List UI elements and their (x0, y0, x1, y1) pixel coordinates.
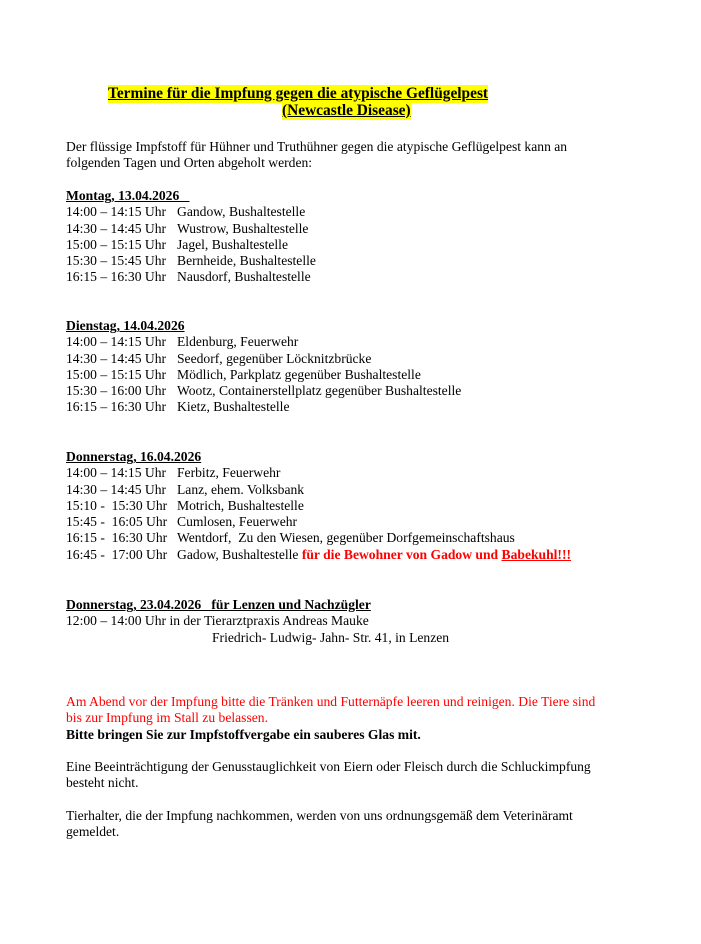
entry-time: 14:30 – 14:45 Uhr (66, 481, 167, 497)
schedule-entry (66, 530, 571, 546)
late-entry-line: 12:00 – 14:00 Uhr in der Tierarztpraxis Andreas Mauke (66, 613, 369, 629)
entry-time: 16:15 - 16:30 Uhr (66, 530, 168, 546)
warning-line: bis zur Impfung im Stall zu belassen. (66, 710, 268, 726)
schedule-entry (66, 383, 461, 399)
schedule-day-tuesday (66, 318, 461, 416)
report-line: Tierhalter, die der Impfung nachkommen, werden von uns ordnungsgemäß dem Veterinäramt (66, 808, 573, 823)
schedule-entry (66, 399, 461, 415)
entry-time: 14:00 – 14:15 Uhr (66, 334, 167, 350)
entry-place: Cumlosen, Feuerwehr (177, 514, 298, 530)
entry-time: 16:45 - 17:00 Uhr (66, 546, 168, 562)
late-entry-address: Friedrich- Ludwig- Jahn- Str. 41, in Lenzen (212, 629, 450, 645)
warning-paragraph (66, 694, 595, 727)
schedule-day-thursday (66, 449, 571, 563)
schedule-entry (66, 334, 461, 350)
entry-time: 14:30 – 14:45 Uhr (66, 220, 167, 236)
safety-line: Eine Beeinträchtigung der Genusstauglichkeit von Eiern oder Fleisch durch die Schluckimpfung (66, 759, 591, 774)
entry-place: Ferbitz, Feuerwehr (177, 465, 281, 481)
day-heading: Donnerstag, 16.04.2026 (66, 449, 202, 464)
schedule-entry (66, 482, 571, 498)
entry-place: Bernheide, Bushaltestelle (177, 253, 316, 269)
schedule-entry (66, 498, 571, 514)
entry-time: 15:00 – 15:15 Uhr (66, 236, 167, 252)
schedule-entry (66, 204, 316, 220)
entry-time: 16:15 – 16:30 Uhr (66, 269, 167, 285)
document-title-line-1: Termine für die Impfung gegen die atypische Geflügelpest (108, 85, 489, 102)
entry-time: 14:30 – 14:45 Uhr (66, 350, 167, 366)
schedule-entry (66, 237, 316, 253)
schedule-entry (66, 253, 316, 269)
entry-place: Motrich, Bushaltestelle (177, 497, 304, 513)
report-paragraph (66, 808, 573, 841)
entry-time: 14:00 – 14:15 Uhr (66, 204, 167, 220)
residents-note: für die Bewohner von Gadow und (301, 546, 502, 562)
schedule-entry (66, 351, 461, 367)
safety-line: besteht nicht. (66, 775, 139, 791)
day-heading: Donnerstag, 23.04.2026 für Lenzen und Nachzügler (66, 597, 371, 612)
schedule-entry (66, 221, 316, 237)
entry-time: 14:00 – 14:15 Uhr (66, 465, 167, 481)
entry-place: Eldenburg, Feuerwehr (177, 334, 299, 350)
schedule-entry (66, 547, 571, 563)
entry-time: 16:15 – 16:30 Uhr (66, 399, 167, 415)
intro-line: Der flüssige Impfstoff für Hühner und Truthühner gegen die atypische Geflügelpest kann an (66, 139, 568, 154)
report-line: gemeldet. (66, 824, 120, 840)
entry-place: Wustrow, Bushaltestelle (177, 220, 309, 236)
day-heading: Dienstag, 14.04.2026 (66, 318, 185, 333)
entry-place: Kietz, Bushaltestelle (177, 399, 290, 415)
entry-time: 15:00 – 15:15 Uhr (66, 366, 167, 382)
schedule-entry (66, 367, 461, 383)
schedule-day-monday (66, 188, 316, 286)
entry-place: Jagel, Bushaltestelle (177, 236, 288, 252)
entry-time: 15:45 - 16:05 Uhr (66, 514, 168, 530)
document-title-line-2: (Newcastle Disease) (282, 102, 411, 119)
intro-paragraph (66, 139, 567, 172)
glass-notice: Bitte bringen Sie zur Impfstoffvergabe ein sauberes Glas mit. (66, 727, 421, 742)
day-heading: Montag, 13.04.2026 (66, 188, 190, 203)
intro-line: folgenden Tagen und Orten abgeholt werden: (66, 155, 313, 171)
entry-place: Seedorf, gegenüber Löcknitzbrücke (177, 350, 372, 366)
schedule-entry (66, 465, 571, 481)
entry-place: Gandow, Bushaltestelle (177, 204, 306, 220)
entry-time: 15:30 – 15:45 Uhr (66, 253, 167, 269)
entry-place: Wootz, Containerstellplatz gegenüber Bushaltestelle (177, 383, 462, 399)
schedule-entry (66, 269, 316, 285)
entry-time: 15:10 - 15:30 Uhr (66, 497, 168, 513)
entry-time: 15:30 – 16:00 Uhr (66, 383, 167, 399)
entry-place: Mödlich, Parkplatz gegenüber Bushaltestelle (177, 366, 421, 382)
warning-line: Am Abend vor der Impfung bitte die Tränken und Futternäpfe leeren und reinigen. Die Tiere sind (66, 694, 596, 709)
entry-place: Wentdorf, Zu den Wiesen, gegenüber Dorfgemeinschaftshaus (177, 530, 515, 546)
schedule-entry (66, 514, 571, 530)
entry-place: Nausdorf, Bushaltestelle (177, 269, 311, 285)
safety-paragraph (66, 759, 591, 792)
residents-note-babekuhl: Babekuhl!!! (501, 546, 572, 562)
schedule-day-late (66, 597, 449, 646)
entry-place: Lanz, ehem. Volksbank (177, 481, 305, 497)
entry-place: Gadow, Bushaltestelle (177, 546, 302, 562)
